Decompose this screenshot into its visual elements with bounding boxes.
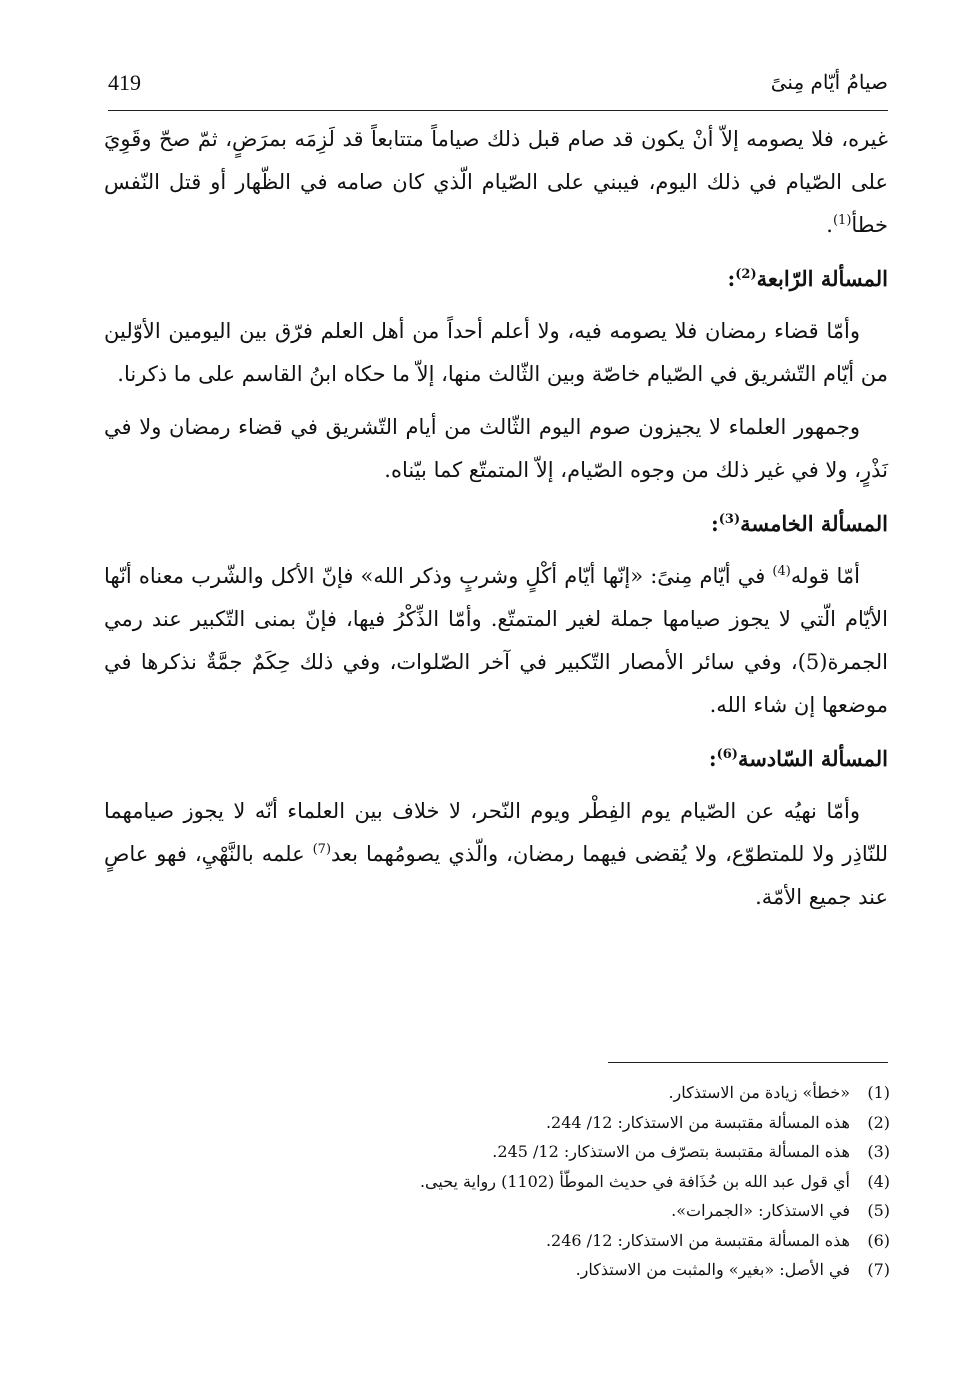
footnote: (3)هذه المسألة مقتبسة بتصرّف من الاستذكار: 12/ 245. [492,1142,890,1161]
paragraph: وأمّا نهيُه عن الصّيام يوم الفِطْر ويوم النّحر، لا خلاف بين العلماء أنّه لا يجوز صيامهما للنّاذِر ولا للمتطوّع، ولا يُقضى فيهما رمضان، والّذي يصومُهما بعد$^{(7)}$ علمه بالنَّهْيِ، فهو عاصٍ عند جميع الأمّة. [104,799,888,909]
footnotes [150,1078,890,1285]
paragraph: وجمهور العلماء لا يجيزون صوم اليوم الثّالث من أيام التّشريق في قضاء رمضان ولا في نَذْرٍ، ولا في غير ذلك من وجوه الصّيام، إلاّ المتمتّع كما بيّناه. [104,415,888,482]
section-heading: المسألة السّادسة$^{(6)}$: [708,746,888,771]
footnote-ref: (4) [772,564,791,579]
footnote-rule [608,1062,888,1063]
header-rule [108,110,888,111]
footnote: (2)هذه المسألة مقتبسة من الاستذكار: 12/ 244. [545,1112,890,1132]
section-heading: المسألة الخامسة$^{(3)}$: [710,511,888,536]
section-heading: المسألة الرّابعة$^{(2)}$: [727,266,888,291]
footnote: (7)في الأصل: «بغير» والمثبت من الاستذكار. [575,1260,890,1279]
footnote: (5)في الاستذكار: «الجمرات». [671,1201,890,1220]
page-header [108,70,888,110]
paragraph: أمّا قوله$^{(4)}$ في أيّام مِنىً: «إنّها أيّام أكْلٍ وشربٍ وذكر الله» فإنّ الأكل والشّرب معناه أنّها الأيّام الّتي لا يجوز صيامها جملة لغير المتمتّع. وأمّا الذِّكْرُ فيها، فإنّ بمنى التّكبير عند رمي الجمرة(5)، وفي سائر الأمصار التّكبير في آخر الصّلوات، وفي ذلك حِكَمٌ جمَّةٌ نذكرها في موضعها إن شاء الله. [104,564,888,717]
footnote: (4)أي قول عبد الله بن حُذَافة في حديث الموطّأ (1102) رواية يحيى. [419,1171,890,1191]
footnote-ref: (1) [832,213,852,228]
paragraph: وأمّا قضاء رمضان فلا يصومه فيه، ولا أعلم أحداً من أهل العلم فرّق بين اليومين الأوّلين من أيّام التّشريق في الصّيام خاصّة وبين الثّالث منها، إلاّ ما حكاه ابنُ القاسم على ما ذكرنا. [104,319,888,386]
running-title: صيامُ أيّام مِنىً [770,70,888,94]
main-text [104,118,888,929]
footnote-ref: (3) [718,512,741,527]
footnote: (1)«خطأ» زيادة من الاستذكار. [668,1083,890,1102]
footnote-ref: (7) [312,842,332,857]
footnote: (6)هذه المسألة مقتبسة من الاستذكار: 12/ 246. [545,1230,890,1250]
footnote-ref: (2) [735,267,757,282]
paragraph: غيره، فلا يصومه إلاّ أنْ يكون قد صام قبل ذلك صياماً متتابعاً قد لَزِمَه بمرَضٍ، ثمّ صحّ وقَوِيَ على الصّيام في ذلك اليوم، فيبني على الصّيام الّذي كان صامه في الظّهار أو قتل النّفس خطأ$^{(1)}$. [104,127,888,237]
page-number: 419 [108,70,141,95]
footnote-ref: (6) [716,747,738,762]
